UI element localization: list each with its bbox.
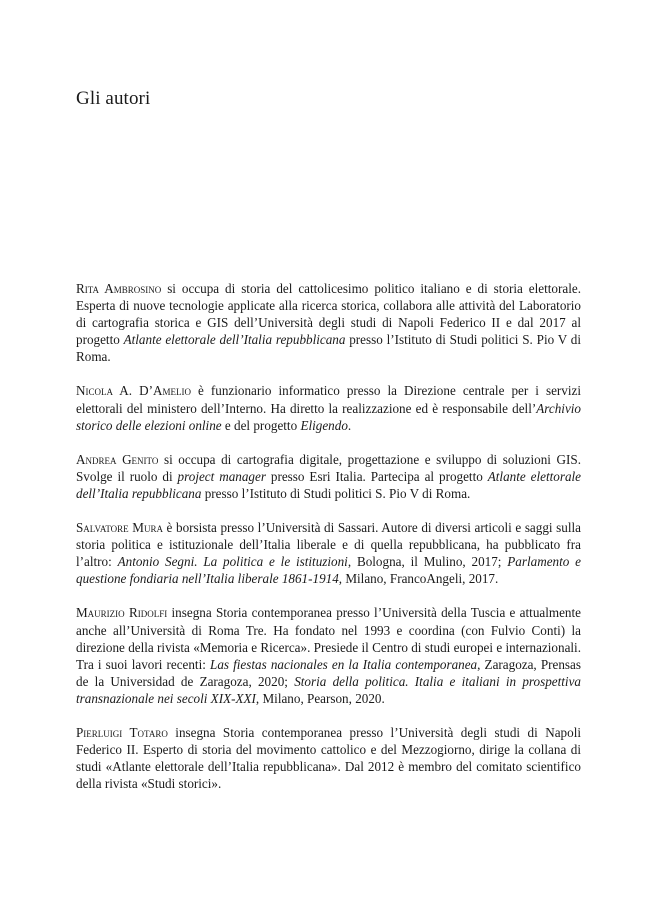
bio-text: è borsista presso l’Università di Sassari. Autore di diversi articoli e saggi sulla storia politica e istituzionale dell’Italia liberale e di quella repubblicana, ha pubblicato fra l’altro: [76,520,581,570]
bio-text: insegna Storia contemporanea presso l’Università della Tuscia e attualmente anche all’Università di Roma Tre. Ha fondato nel 1993 e coordina (con Fulvio Conti) la direzione della rivista «Memoria e Ricerca». Presiede il Centro di studi europei e internazionali. Tra i suoi lavori recenti: [76,605,581,672]
author-entry [76,280,581,365]
author-name: Pierluigi Totaro [76,724,168,740]
author-name: Andrea Genito [76,451,159,467]
bio-text: , Milano, FrancoAngeli, 2017. [338,571,499,587]
bio-text: è funzionario informatico presso la Direzione centrale per i servizi elettorali del ministero dell’Interno. Ha diretto la realizzazione ed è responsabile dell’ [76,383,581,416]
author-name: Salvatore Mura [76,520,163,536]
bio-text: , Zaragoza, Prensas de la Universidad de Zaragoza, 2020; [76,656,581,689]
bio-text: . [347,417,352,433]
page-title: Gli autori [76,88,151,109]
author-name: Rita Ambrosino [76,281,162,296]
bio-text: presso Esri Italia. Partecipa al progetto [265,468,488,484]
bio-text: , Bologna, il Mulino, 2017; [347,554,508,570]
bio-italic-title: Las fiestas nacionales en la Italia contemporanea [210,656,478,672]
bio-text: , Milano, Pearson, 2020. [255,690,385,706]
bio-text: insegna Storia contemporanea presso l’Università degli studi di Napoli Federico II. Esperto di storia del movimento cattolico e del Mezzogiorno, dirige la collana di studi «Atlante elettorale dell’Italia repubblicana». Dal 2012 è membro del comitato scientifico della rivista «Studi storici». [76,724,582,792]
author-name: Nicola A. D’Amelio [76,383,191,399]
author-entry [76,451,581,502]
author-list [76,280,581,809]
bio-italic-title: Parlamento e questione fondiaria nell’Italia liberale 1861-1914 [76,554,581,587]
author-entry [76,724,581,792]
bio-italic-title: Archivio storico delle elezioni online [76,400,581,433]
bio-text: e del progetto [221,417,301,433]
bio-text: presso l’Istituto di Studi politici S. Pio V di Roma. [76,332,581,365]
bio-text: si occupa di storia del cattolicesimo politico italiano e di storia elettorale. Esperta di nuove tecnologie applicate alla ricerca storica, collabora alle attività del Laboratorio di cartografia storica e GIS dell’Università degli studi di Napoli Federico II e dal 2017 al progetto [76,281,581,348]
author-name: Maurizio Ridolfi [76,605,168,621]
bio-italic-title: project manager [177,468,266,484]
bio-text: presso l’Istituto di Studi politici S. Pio V di Roma. [201,485,471,501]
author-entry [76,382,581,433]
bio-italic-title: Storia della politica. Italia e italiani in prospettiva transnazionale nei secoli XIX-XXI [76,673,581,706]
bio-text: si occupa di cartografia digitale, progettazione e sviluppo di soluzioni GIS. Svolge il ruolo di [76,451,581,484]
bio-italic-title: Atlante elettorale dell’Italia repubblicana [76,468,582,501]
author-entry [76,604,581,707]
bio-italic-title: Antonio Segni. La politica e le istituzioni [117,554,348,570]
bio-italic-title: Eligendo [300,417,348,433]
author-entry [76,519,581,587]
bio-italic-title: Atlante elettorale dell’Italia repubblicana [123,332,346,348]
